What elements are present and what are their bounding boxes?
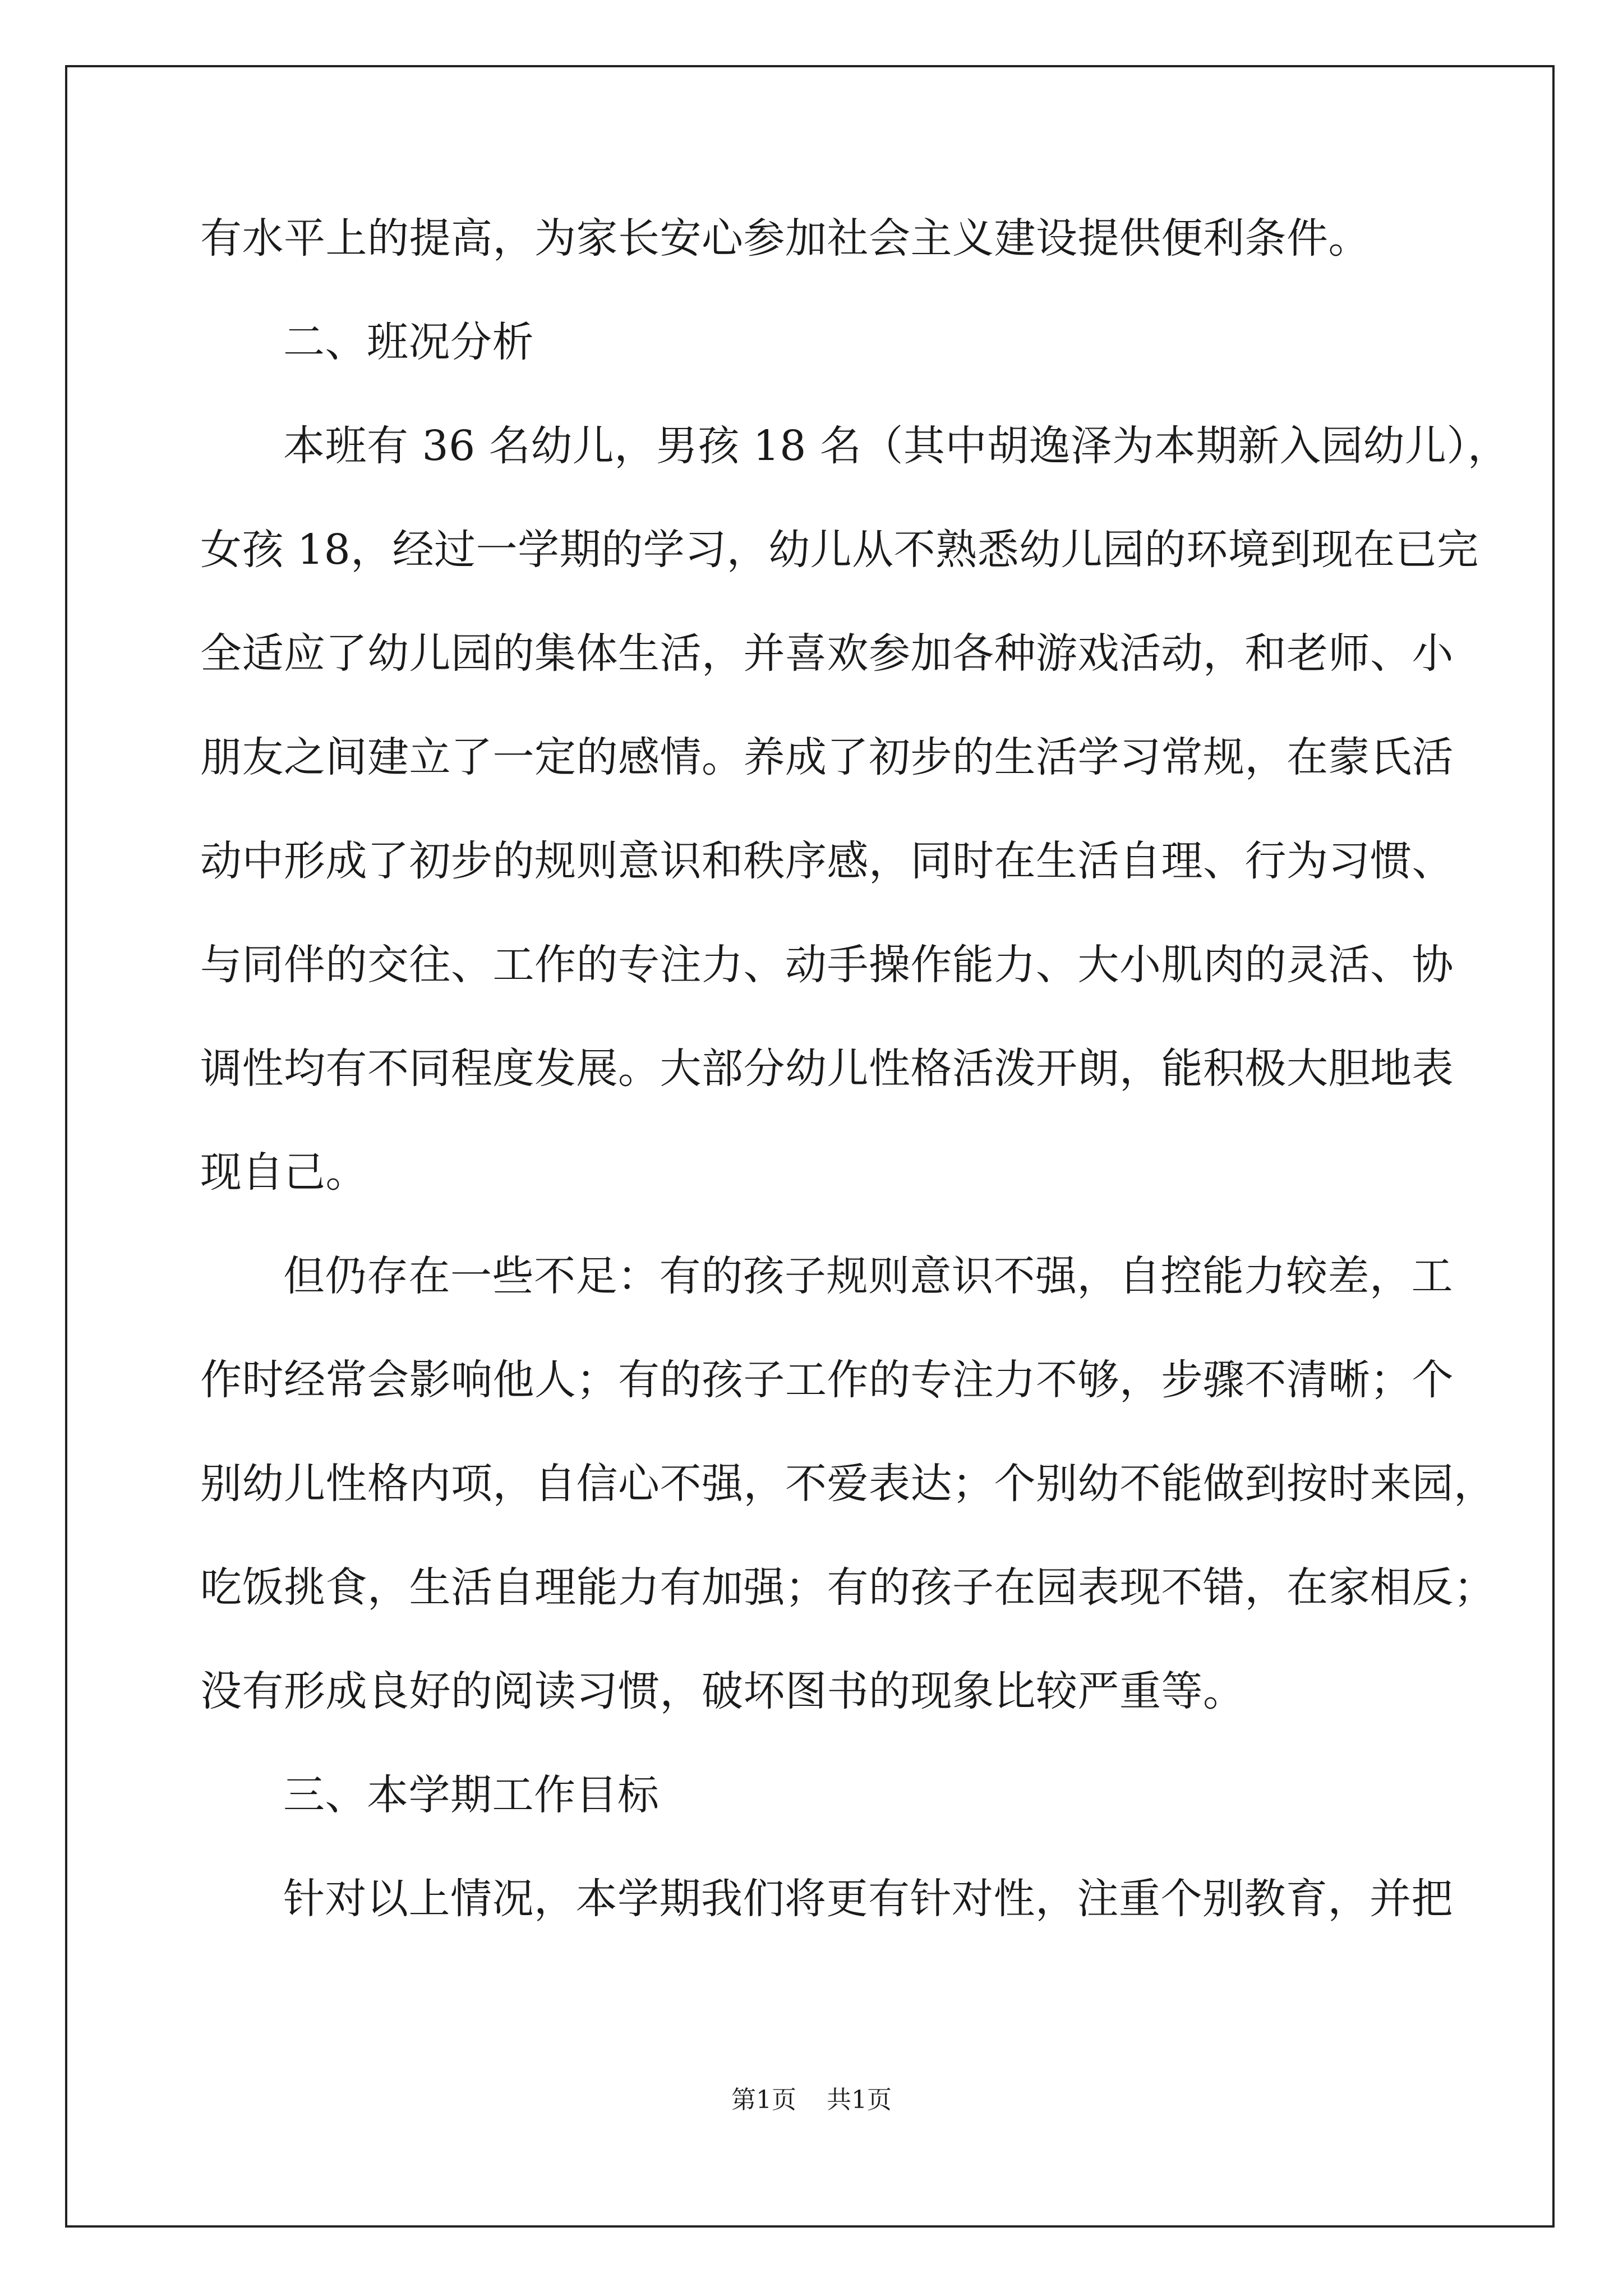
text-line: 动中形成了初步的规则意识和秩序感，同时在生活自理、行为习惯、 [200, 837, 1454, 885]
text-line: 作时经常会影响他人；有的孩子工作的专注力不够，步骤不清晰；个 [200, 1356, 1454, 1404]
text-line: 全适应了幼儿园的集体生活，并喜欢参加各种游戏活动，和老师、小 [200, 629, 1454, 678]
text-line: 现自己。 [200, 1148, 367, 1197]
text-line: 针对以上情况，本学期我们将更有针对性，注重个别教育，并把 [283, 1875, 1453, 1923]
text-line: 调性均有不同程度发展。大部分幼儿性格活泼开朗，能积极大胆地表 [200, 1045, 1454, 1093]
text-line: 朋友之间建立了一定的感情。养成了初步的生活学习常规，在蒙氏活 [200, 733, 1454, 781]
text-line: 吃饭挑食，生活自理能力有加强；有的孩子在园表现不错，在家相反； [200, 1563, 1496, 1612]
text-line: 有水平上的提高，为家长安心参加社会主义建设提供便利条件。 [200, 214, 1370, 263]
text-line: 本班有 36 名幼儿，男孩 18 名（其中胡逸泽为本期新入园幼儿）， [283, 422, 1510, 470]
page-number-current: 第1页 [731, 2086, 796, 2114]
page-footer [0, 2083, 1623, 2117]
section-heading: 三、本学期工作目标 [283, 1771, 660, 1819]
section-heading: 二、班况分析 [283, 318, 534, 366]
text-line: 没有形成良好的阅读习惯，破坏图书的现象比较严重等。 [200, 1667, 1245, 1715]
text-line: 别幼儿性格内项，自信心不强，不爱表达；个别幼不能做到按时来园， [200, 1460, 1496, 1508]
page-number-total: 共1页 [827, 2086, 892, 2114]
text-line: 但仍存在一些不足：有的孩子规则意识不强，自控能力较差，工 [283, 1252, 1453, 1300]
text-line: 与同伴的交往、工作的专注力、动手操作能力、大小肌肉的灵活、协 [200, 941, 1454, 989]
text-line: 女孩 18，经过一学期的学习，幼儿从不熟悉幼儿园的环境到现在已完 [200, 526, 1479, 574]
